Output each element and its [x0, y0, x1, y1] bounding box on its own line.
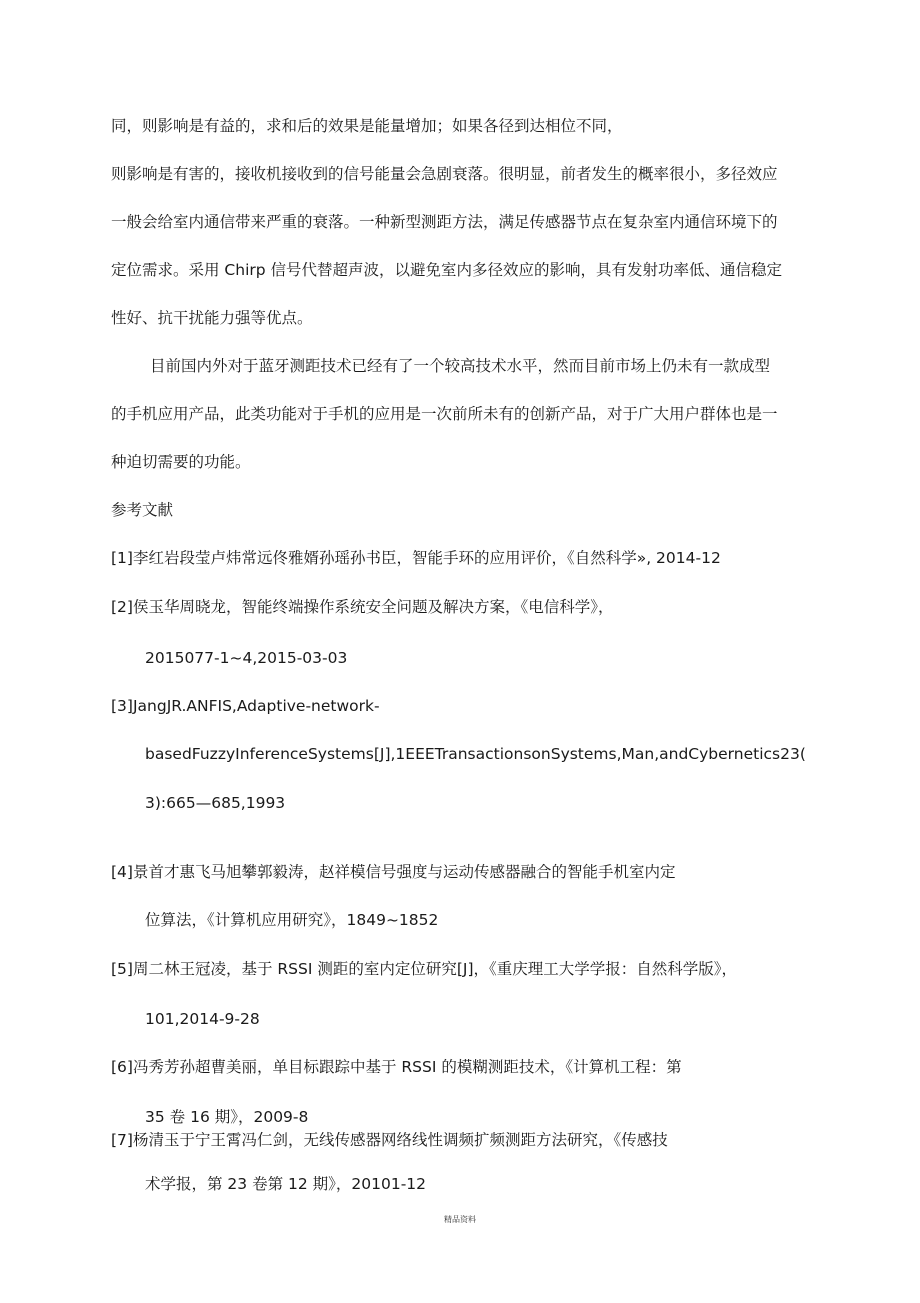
reference-line: basedFuzzyInferenceSystems[J],1EEETransactionsonSystems,Man,andCybernetics23(: [145, 745, 806, 763]
reference-line: [2]侯玉华周晓龙，智能终端操作系统安全问题及解决方案，《电信科学》，: [111, 598, 614, 616]
body-text-line: 目前国内外对于蓝牙测距技术已经有了一个较高技术水平，然而目前市场上仍未有一款成型: [150, 357, 771, 375]
reference-line: [5]周二林王冠凌，基于 RSSI 测距的室内定位研究[J]，《重庆理工大学学报：自然科学版》，: [111, 960, 737, 978]
body-text-line: 种迫切需要的功能。: [111, 453, 251, 471]
body-text-line: 性好、抗干扰能力强等优点。: [111, 309, 313, 327]
body-text-line: 同，则影响是有益的，求和后的效果是能量增加；如果各径到达相位不同，: [111, 117, 623, 135]
body-text-line: 定位需求。采用 Chirp 信号代替超声波，以避免室内多径效应的影响，具有发射功率低、通信稳定: [111, 261, 783, 279]
body-text-line: 则影响是有害的，接收机接收到的信号能量会急剧衰落。很明显，前者发生的概率很小，多径效应: [111, 165, 778, 183]
body-text-line: 的手机应用产品，此类功能对于手机的应用是一次前所未有的创新产品，对于广大用户群体也是一: [111, 405, 778, 423]
reference-line: [1]李红岩段莹卢炜常远佟雅婿孙瑶孙书臣，智能手环的应用评价，《自然科学», 2014-12: [111, 549, 721, 567]
reference-line: 35 卷 16 期》，2009-8: [145, 1108, 309, 1126]
reference-line: 术学报，第 23 卷第 12 期》，20101-12: [145, 1175, 427, 1193]
reference-line: 位算法，《计算机应用研究》，1849~1852: [145, 911, 439, 929]
body-text-line: 一般会给室内通信带来严重的衰落。一种新型测距方法，满足传感器节点在复杂室内通信环境下的: [111, 213, 778, 231]
references-heading: 参考文献: [111, 501, 174, 519]
reference-line: [4]景首才惠飞马旭攀郭毅涛，赵祥模信号强度与运动传感器融合的智能手机室内定: [111, 863, 676, 881]
reference-line: 2015077-1~4,2015-03-03: [145, 649, 348, 667]
reference-line: 101,2014-9-28: [145, 1010, 260, 1028]
reference-line: [3]JangJR.ANFIS,Adaptive-network-: [111, 697, 380, 715]
reference-line: [7]杨清玉于宁王霄冯仁剑，无线传感器网络线性调频扩频测距方法研究，《传感技: [111, 1131, 668, 1149]
reference-line: 3):665—685,1993: [145, 794, 286, 812]
reference-line: [6]冯秀芳孙超曹美丽，单目标跟踪中基于 RSSI 的模糊测距技术，《计算机工程：第: [111, 1058, 682, 1076]
page-footer: 精品资料: [444, 1215, 476, 1224]
